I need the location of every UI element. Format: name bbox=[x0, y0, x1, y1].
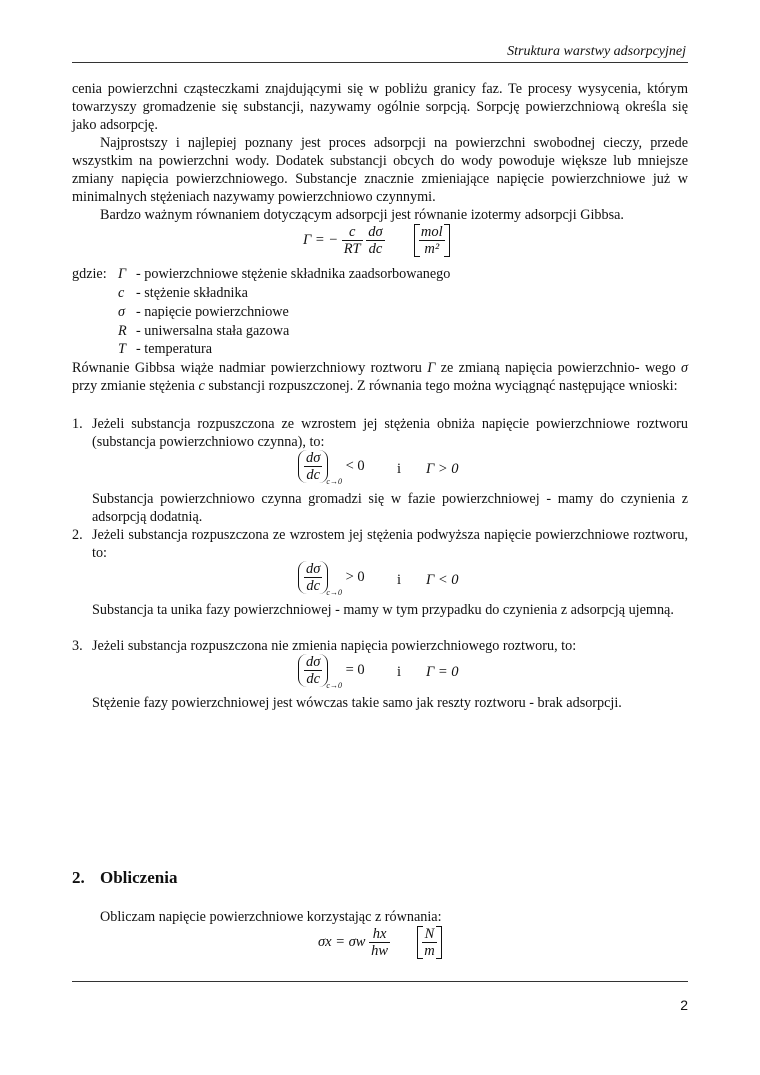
paragraph-1: cenia powierzchni cząsteczkami znajdującymi się w pobliżu granicy faz. Te procesy wysycenia, którym towarzyszy gromadzenie się substancji, nazywamy ogólnie sorpcją. Sorpcję powierzchniową określa się jako adsorpcję. bbox=[72, 81, 688, 133]
list-item-text: Jeżeli substancja rozpuszczona nie zmienia napięcia powierzchniowego roztworu, to: bbox=[92, 638, 577, 654]
and-word: i bbox=[397, 664, 402, 680]
where-sym: T bbox=[118, 341, 126, 357]
section-intro: Obliczam napięcie powierzchniowe korzystając z równania: bbox=[100, 909, 442, 925]
paragraph-3: Bardzo ważnym równaniem dotyczącym adsorpcji jest równanie izotermy adsorpcji Gibbsa. bbox=[100, 207, 624, 223]
page-number: 2 bbox=[680, 997, 688, 1013]
fraction-dsigma-dc: $\frac{d\sigma}{dc}$ bbox=[368, 224, 383, 257]
where-desc: - uniwersalna stała gazowa bbox=[136, 323, 290, 339]
gamma-condition: Γ > 0 bbox=[426, 461, 459, 477]
where-sym: Γ bbox=[118, 266, 127, 282]
unit-bracket: $\frac{\text{mol}}{\text{m²}}$ bbox=[414, 224, 450, 257]
unit-bracket: $\frac{N}{m}$ bbox=[417, 926, 441, 959]
where-desc: - temperatura bbox=[136, 341, 213, 357]
list-item-conclusion: Stężenie fazy powierzchniowej jest wówczas takie samo jak reszty roztworu - brak adsorpcji. bbox=[92, 695, 622, 711]
gamma-condition: Γ < 0 bbox=[426, 572, 459, 588]
header-rule bbox=[72, 62, 688, 63]
list-item-conclusion: Substancja powierzchniowo czynna gromadzi się w fazie powierzchniowej - mamy do czynienia z adsorpcją dodatnią. bbox=[92, 491, 688, 525]
where-sym: σ bbox=[118, 304, 125, 320]
where-desc: - napięcie powierzchniowe bbox=[136, 304, 289, 320]
fraction-c-rt: $\frac{c}{RT}$ bbox=[343, 224, 361, 257]
list-number: 2. bbox=[72, 527, 83, 543]
surface-tension-equation: σx = σw $\frac{hx}{hw}$ $\frac{N}{m}$ bbox=[318, 926, 442, 959]
list-item-text: Jeżeli substancja rozpuszczona ze wzrostem jej stężenia obniża napięcie powierzchniowe roztworu (substancja powierzchniowo czynna), to: bbox=[92, 416, 688, 450]
list-number: 1. bbox=[72, 416, 83, 432]
derivative-condition: $\frac{d\sigma}{dc}$ $_{c\to 0}$ > 0 bbox=[298, 561, 365, 597]
derivative-condition: $\frac{d\sigma}{dc}$ $_{c\to 0}$ < 0 bbox=[298, 450, 365, 486]
gibbs-lhs: Γ = − bbox=[303, 231, 339, 248]
where-label: gdzie: bbox=[72, 266, 107, 282]
gibbs-relation-paragraph: Równanie Gibbsa wiąże nadmiar powierzchniowy roztworu Γ ze zmianą napięcia powierzchnio- wego σ przy zmianie stężenia c substancji rozpuszczonej. Z równania tego można wyciągnąć następujące wnioski: bbox=[72, 360, 689, 394]
running-header: Struktura warstwy adsorpcyjnej bbox=[507, 44, 686, 59]
where-sym: R bbox=[118, 323, 127, 339]
list-item-text: Jeżeli substancja rozpuszczona ze wzrostem jej stężenia podwyższa napięcie powierzchniowe roztworu, to: bbox=[92, 527, 688, 561]
where-desc: - stężenie składnika bbox=[136, 285, 248, 301]
gibbs-equation bbox=[303, 224, 450, 257]
and-word: i bbox=[397, 461, 402, 477]
paragraph-2: Najprostszy i najlepiej poznany jest proces adsorpcji na powierzchni swobodnej cieczy, przede wszystkim na powierzchni wody. Dodatek substancji obcych do wody powoduje większe lub mniejsze zmiany napięcia powierzchniowego. Substancje znacznie zmieniające napięcie powierzchniowe już w minimalnych stężeniach nazywamy powierzchniowo czynnymi. bbox=[72, 135, 688, 205]
list-number: 3. bbox=[72, 638, 83, 654]
where-desc: - powierzchniowe stężenie składnika zaadsorbowanego bbox=[136, 266, 451, 282]
footer-rule bbox=[72, 981, 688, 982]
where-sym: c bbox=[118, 285, 125, 301]
and-word: i bbox=[397, 572, 402, 588]
section-heading: 2. Obliczenia bbox=[72, 868, 178, 887]
gamma-condition: Γ = 0 bbox=[426, 664, 459, 680]
list-item-conclusion: Substancja ta unika fazy powierzchniowej - mamy w tym przypadku do czynienia z adsorpcją ujemną. bbox=[92, 602, 674, 618]
derivative-condition: $\frac{d\sigma}{dc}$ $_{c\to 0}$ = 0 bbox=[298, 654, 365, 690]
